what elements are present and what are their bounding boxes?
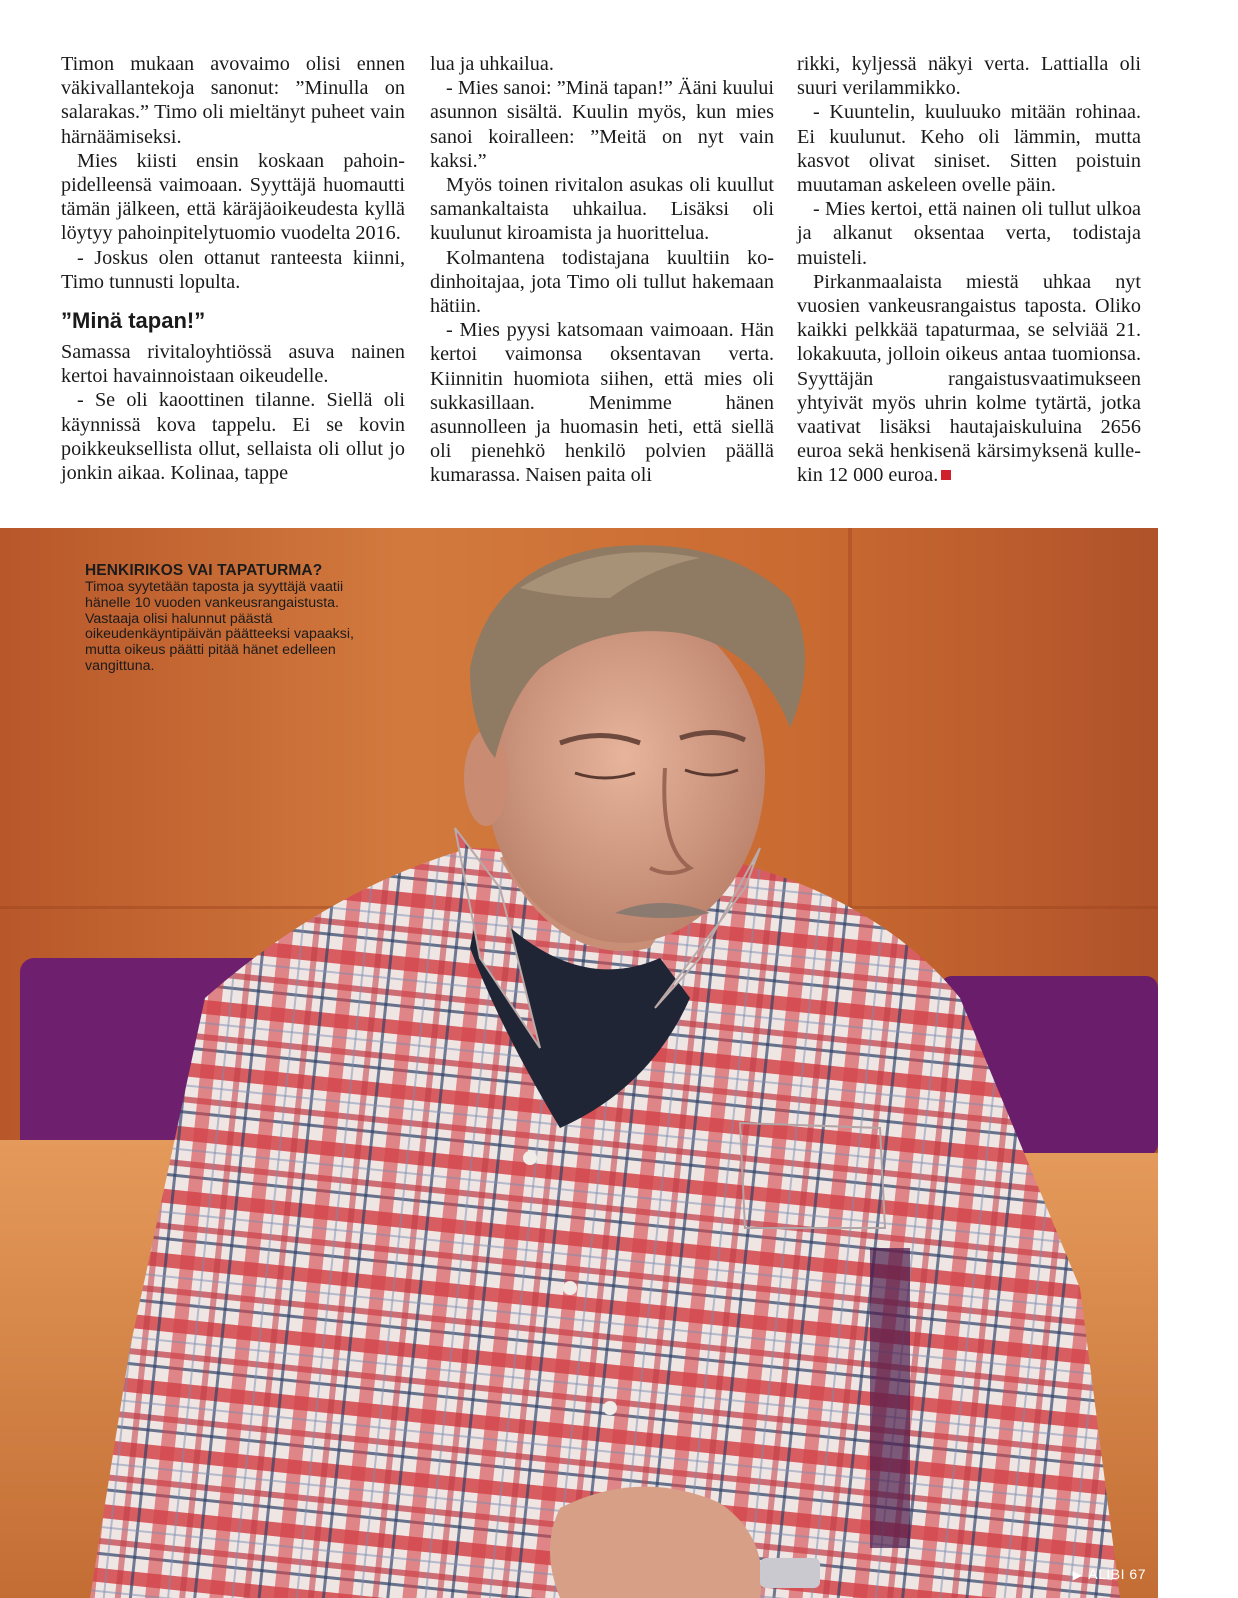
paragraph: - Mies pyysi katsomaan vaimoaan. Hän kertoi vaimonsa oksentavan verta. Kiinnitin huomiota siihen, että mies oli sukkasillaan. Menimme hänen asunnolleen ja huomasin heti, että siellä oli pienehkö henkilö polvien päällä kumarassa. Naisen paita oli xyxy=(430,319,774,487)
paragraph: lua ja uhkailua. xyxy=(430,53,554,75)
caption-text: Timoa syytetään taposta ja syyttäjä vaatii hänelle 10 vuoden vankeusrangaistusta. Vastaaja olisi halunnut päästä oikeudenkäyntipäivän päätteeksi vapaaksi, mutta oikeus päätti pitää hänet edelleen vangittuna. xyxy=(85,579,354,674)
end-mark-icon xyxy=(941,470,951,480)
triangle-arrow-icon: ▶ xyxy=(1072,1568,1083,1582)
paragraph: Samassa rivitaloyhtiössä asuva nainen kertoi havainnoistaan oikeudelle. xyxy=(61,341,405,388)
paragraph: Myös toinen rivitalon asukas oli kuullut samankaltaista uhkailua. Lisäksi oli kuulunut kiroamista ja huorittelua. xyxy=(430,174,774,245)
paragraph: - Joskus olen ottanut ranteesta kiinni, Timo tunnusti lopulta. xyxy=(61,246,405,293)
paragraph xyxy=(797,270,1141,488)
folio-text: ALIBI 67 xyxy=(1088,1566,1146,1582)
photo-caption xyxy=(85,562,385,675)
paragraph: - Mies sanoi: ”Minä tapan!” Ääni kuului asunnon sisältä. Kuulin myös, kun mies sanoi koiralleen: ”Meitä on nyt vain kaksi.” xyxy=(430,77,774,172)
caption-title: HENKIRIKOS VAI TAPATURMA? xyxy=(85,562,323,579)
article-column-3 xyxy=(797,52,1141,488)
article-column-2 xyxy=(430,52,774,488)
page-folio xyxy=(1073,1566,1146,1582)
article-column-1 xyxy=(61,52,405,485)
paragraph: Kolmantena todistajana kuultiin kodinhoitajaa, jota Timo oli tullut hakemaan hätiin. xyxy=(430,246,774,318)
paragraph-text: Pirkanmaalaista miestä uhkaa nyt vuosien vankeusrangaistus taposta. Oliko kaikki pelkkää tapaturmaa, se selviää 21. lokakuuta, jolloin oikeus antaa tuomionsa. Syyttäjän rangaistusvaatimukseen yhtyivät myös uhrin kolme tytärtä, jotka vaativat lisäksi hautajaiskuluina 2656 euroa sekä henkisenä kärsimyksenä kullekin 12 000 euroa. xyxy=(797,270,1141,487)
paragraph: - Se oli kaoottinen tilanne. Siellä oli käynnissä kova tappelu. Ei se kovin poikkeuksellista ollut, sellaista oli ollut jo jonkin aikaa. Kolinaa, tappe xyxy=(61,389,405,485)
paragraph: Mies kiisti ensin koskaan pahoinpidelleensä vaimoaan. Syyttäjä huomautti tämän jälkeen, että käräjäoikeudesta kyllä löytyy pahoinpitelytuomio vuodelta 2016. xyxy=(61,149,405,245)
paragraph: - Kuuntelin, kuuluuko mitään rohinaa. Ei kuulunut. Keho oli lämmin, mutta kasvot olivat siniset. Sitten poistuin muutaman askeleen ovelle päin. xyxy=(797,101,1141,197)
paragraph: Timon mukaan avovaimo olisi ennen väkivallantekoja sanonut: ”Minulla on salarakas.” Timo oli mieltänyt puheet vain härnäämiseksi. xyxy=(61,53,405,148)
subheading: ”Minä tapan!” xyxy=(61,308,206,334)
paragraph: rikki, kyljessä näkyi verta. Lattialla oli suuri verilammikko. xyxy=(797,53,1141,100)
courtroom-photo xyxy=(0,528,1158,1598)
paragraph: - Mies kertoi, että nainen oli tullut ulkoa ja alkanut oksentaa verta, todistaja muisteli. xyxy=(797,198,1141,269)
